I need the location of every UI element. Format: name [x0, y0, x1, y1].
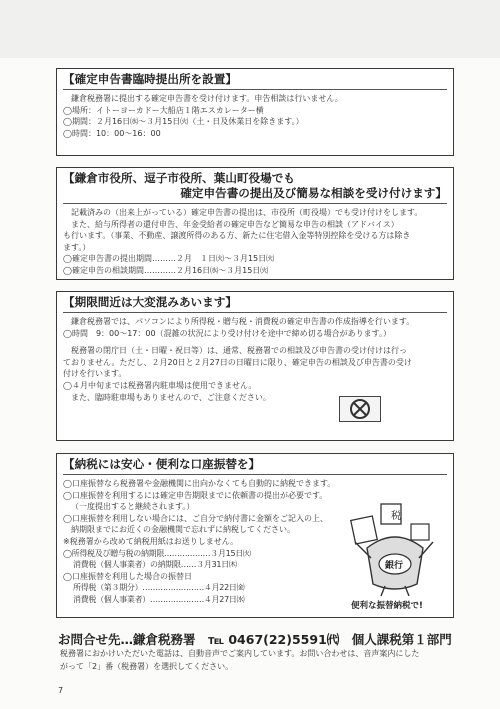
paragraph: 税務署の閉庁日（土・日曜・祝日等）は、通常、税務署での相談及び申告書の受け付けは行っ [71, 346, 407, 356]
list-item: ◯口座振替なら税務署や金融機関に出向かなくても自動的に納税できます。 [63, 479, 336, 488]
time-line: ◯時間：10：00～16：00 [63, 128, 161, 138]
bank-mascot-illustration [341, 498, 449, 610]
transfer-date-line: 所得税（第３期分）……………………４月22日㈮ [73, 583, 245, 593]
list-item: 納期限までにお近くの金融機関で忘れずに納税してください。 [71, 525, 295, 535]
paragraph: ます。） [63, 242, 91, 252]
list-item: ◯口座振替を利用するには確定申告期限までに依頼書の提出が必要です。 [63, 490, 328, 500]
parking-notice: また、臨時駐車場もありませんので、ご注意ください。 [71, 392, 271, 402]
submission-period-line: ◯確定申告書の提出期間………２月 １日㈫～３月15日㈫ [63, 254, 275, 264]
temporary-office-section [56, 68, 454, 156]
section-title-line1: 【鎌倉市役所、逗子市役所、葉山町役場でも [63, 171, 295, 185]
phone-guidance-note [60, 648, 456, 673]
deadline-line: ◯所得税及び贈与税の納期限………………３月15日㈫ [63, 548, 251, 558]
consultation-period-line: ◯確定申告の相談期間…………２月16日㈬～３月15日㈫ [63, 265, 269, 275]
page-number: 7 [58, 686, 64, 695]
section-title: 【納税には安心・便利な口座振替を】 [63, 457, 447, 475]
busy-period-section [56, 291, 454, 441]
mascot-bank-label: 銀行 [385, 561, 404, 571]
list-item: ※税務署から改めて納税用紙はお送りしません。 [63, 536, 239, 546]
note-line: 税務署におかけいただいた電話は、自動音声でご案内しています。お問い合わせは、音声案内にした [60, 649, 420, 658]
note-line: がって「2」番（税務署）を選択してください。 [60, 661, 234, 671]
time-line: ◯時間 9：00～17：00（混雑の状況により受け付けを途中で締め切る場合があります。） [63, 328, 391, 338]
transfer-date-line: 消費税（個人事業者）…………………４月27日㈬ [73, 594, 245, 604]
account-transfer-section [56, 453, 454, 618]
paragraph: 鎌倉税務署では、パソコンにより所得税・贈与税・消費税の確定申告書の作成指導を行います。 [71, 317, 415, 326]
list-item: ◯口座振替を利用しない場合には、ご自分で納付書に金額をご記入の上、 [63, 513, 328, 523]
list-item: （一度提出すると継続されます。） [71, 502, 195, 512]
mascot-caption: 便利な振替納税で! [351, 601, 423, 610]
section-title [63, 171, 447, 204]
list-item: ◯口座振替を利用した場合の振替日 [63, 571, 192, 581]
paragraph: 付けを行います。 [63, 369, 127, 379]
paragraph: も行います。（事業、不動産、譲渡所得のある方、新たに住宅借入金等特別控除を受ける方は除き [63, 231, 411, 241]
paragraph: ておりません。ただし、２月20日と２月27日の日曜日に限り、確定申告の相談及び申告書の受け [63, 357, 412, 367]
city-office-section [56, 167, 454, 280]
mascot-tax-label: 税 [391, 511, 401, 522]
section-title: 【確定申告書臨時提出所を設置】 [63, 72, 447, 90]
place-line: ◯場所：イトーヨーカドー大船店１階エスカレーター横 [63, 105, 264, 115]
section-title: 【期限間近は大変混みあいます】 [63, 295, 447, 313]
period-line: ◯期間：２月16日㈬～３月15日㈫（土・日及休業日を除きます。） [63, 117, 304, 127]
no-parking-icon [339, 396, 381, 422]
header-band [0, 0, 500, 58]
deadline-line: 消費税（個人事業者）の納期限……３月31日㈭ [73, 560, 237, 570]
section-title-line2: 確定申告書の提出及び簡易な相談を受け付けます】 [180, 186, 447, 200]
parking-notice: ◯４月中旬までは税務署内駐車場は使用できません。 [63, 380, 257, 390]
paragraph: 記載済みの（出来上がっている）確定申告書の提出は、市役所（町役場）でも受け付けをします。 [71, 208, 423, 217]
contact-info: お問合せ先…鎌倉税務署 ℡ 0467(22)5591㈹ 個人課税第１部門 [58, 632, 452, 647]
paragraph: また、給与所得者の還付申告、年金受給者の確定申告など簡易な申告の相談（アドバイス） [71, 219, 399, 229]
paragraph: 鎌倉税務署に提出する確定申告書を受け付けます。申告相談は行いません。 [71, 94, 343, 103]
